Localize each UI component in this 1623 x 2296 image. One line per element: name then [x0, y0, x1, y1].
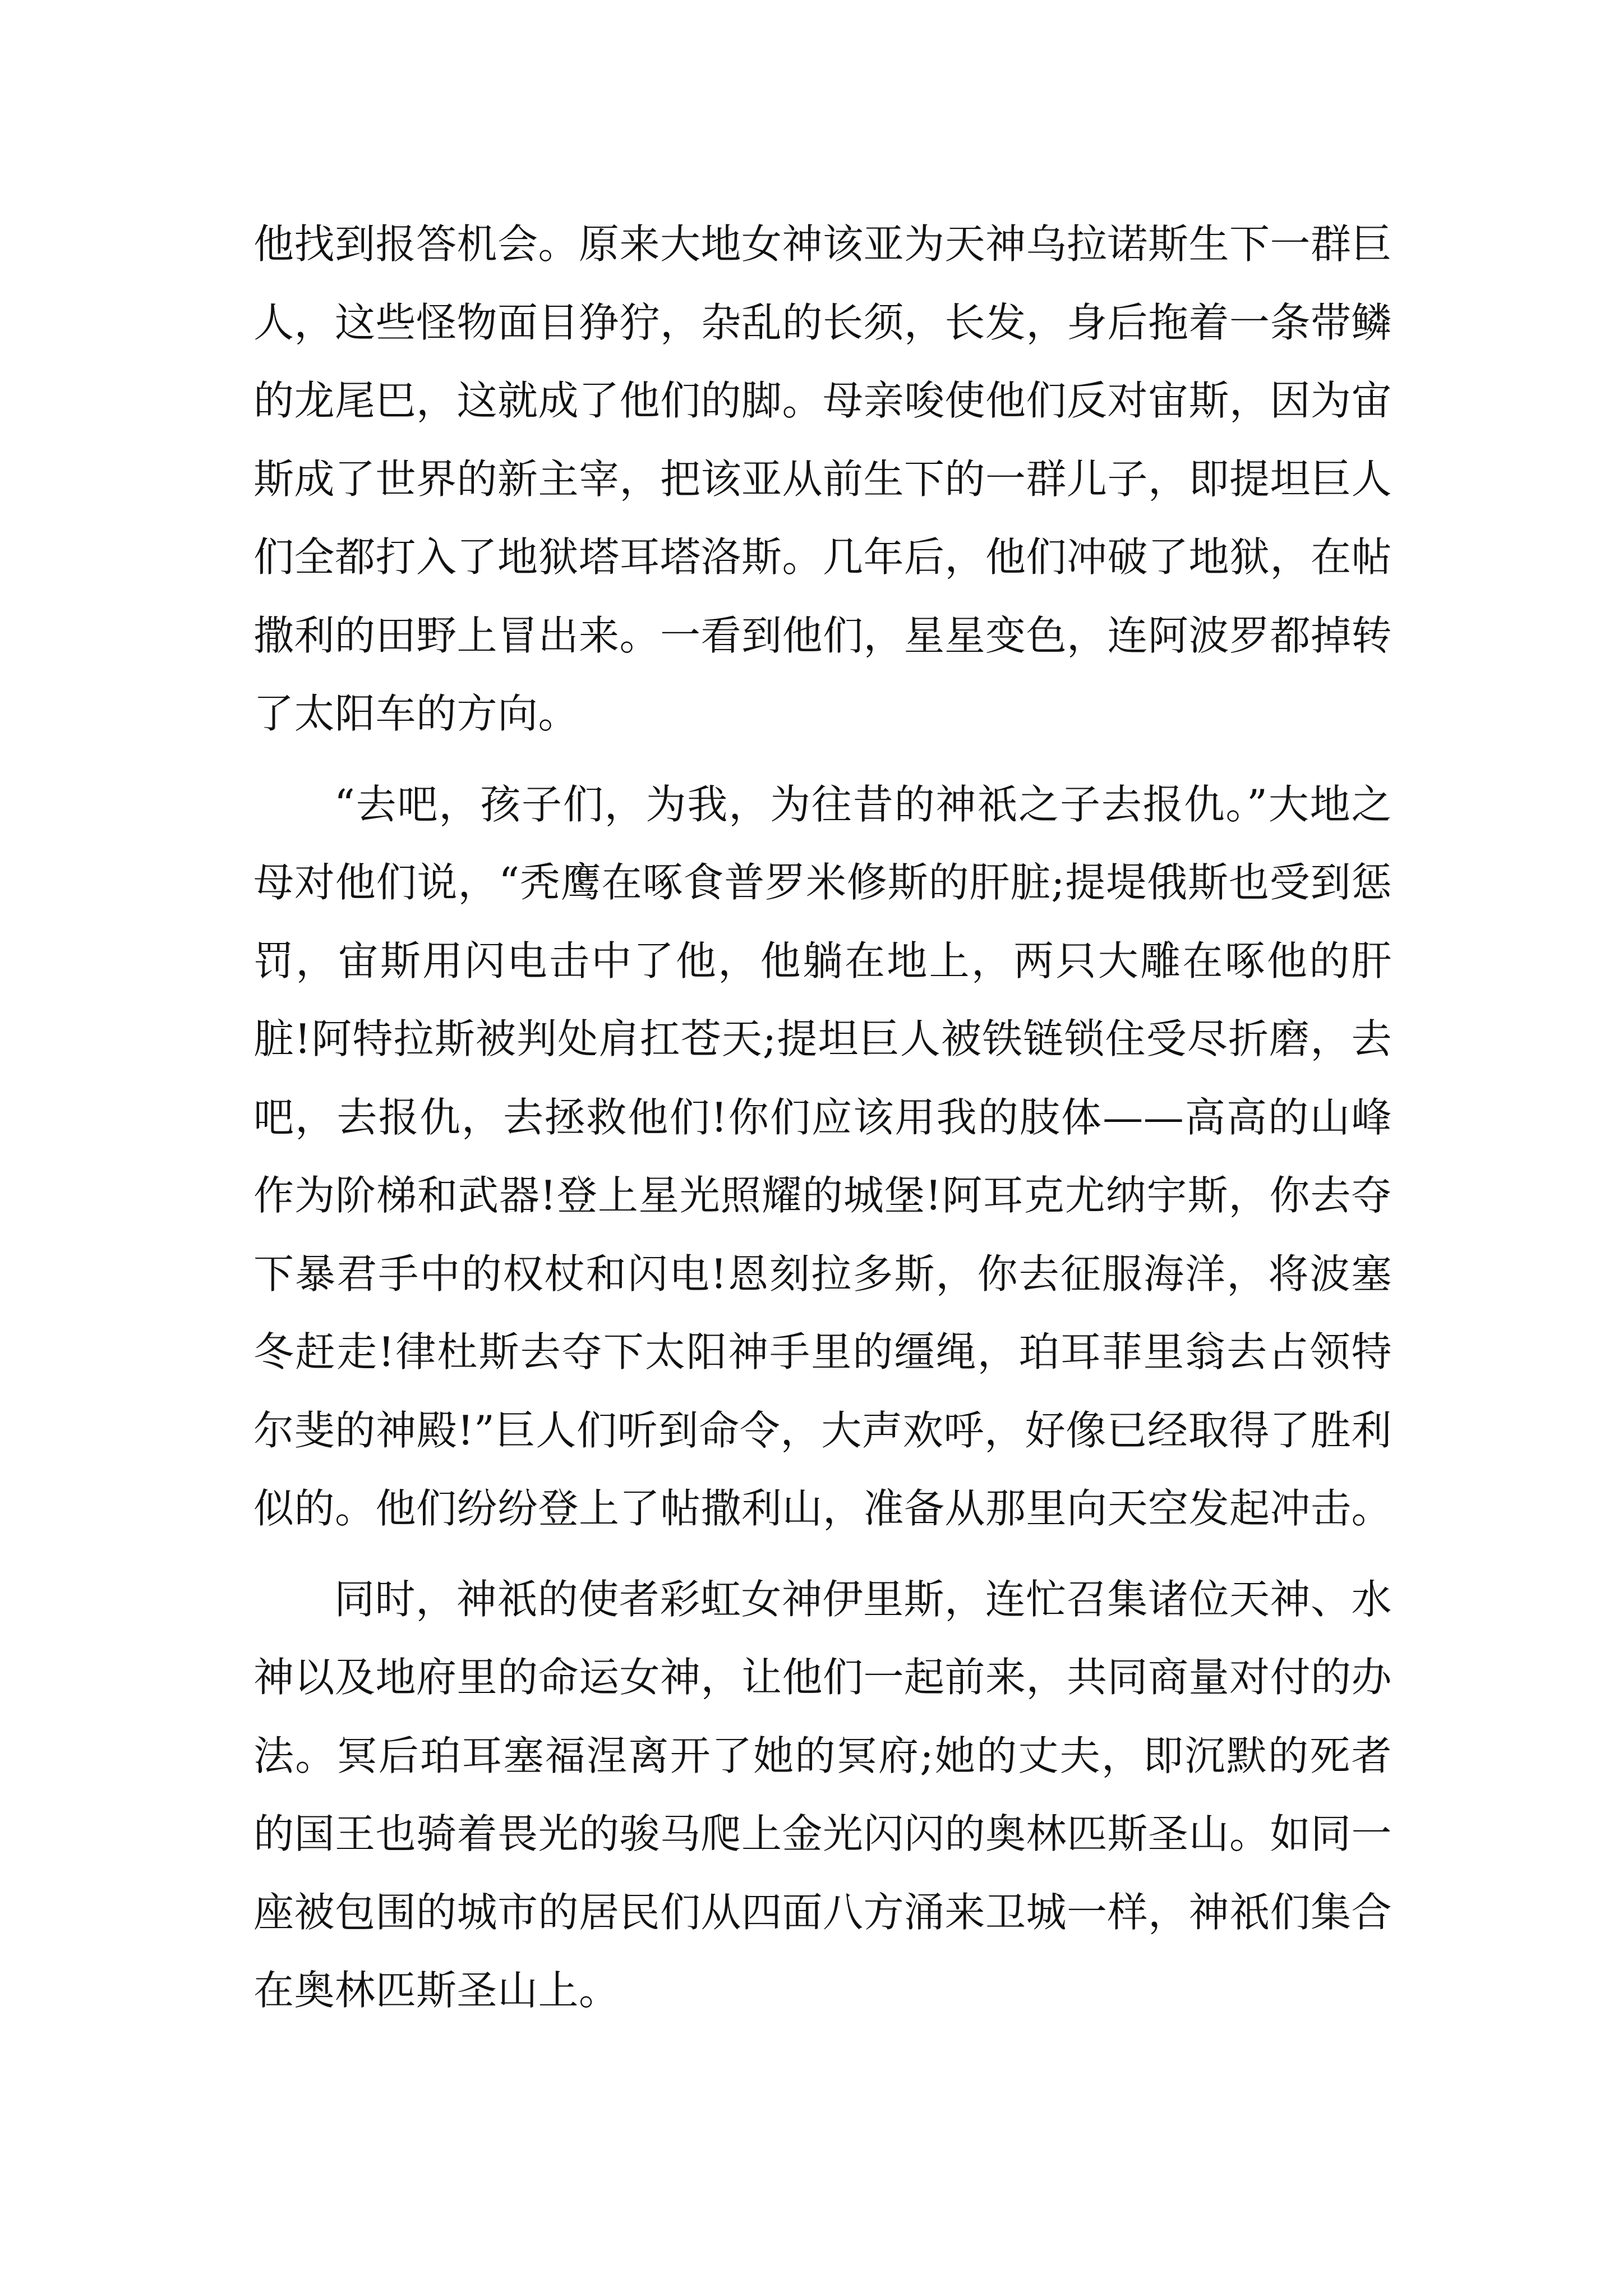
body-text [253, 205, 1392, 2030]
paragraph-3: 同时，神祇的使者彩虹女神伊里斯，连忙召集诸位天神、水神以及地府里的命运女神，让他们一起前来，共同商量对付的办法。冥后珀耳塞福涅离开了她的冥府;她的丈夫，即沉默的死者的国王也骑着畏光的骏马爬上金光闪闪的奥林匹斯圣山。如同一座被包围的城市的居民们从四面八方涌来卫城一样，神祇们集合在奥林匹斯圣山上。 [253, 1575, 1393, 2014]
paragraph-2: “去吧，孩子们，为我，为往昔的神祇之子去报仇。”大地之母对他们说，“秃鹰在啄食普罗米修斯的肝脏;提堤俄斯也受到惩罚，宙斯用闪电击中了他，他躺在地上，两只大雕在啄他的肝脏!阿特拉斯被判处肩扛苍天;提坦巨人被铁链锁住受尽折磨，去吧，去报仇，去拯救他们!你们应该用我的肢体——高高的山峰作为阶梯和武器!登上星光照耀的城堡!阿耳克尤纳宇斯，你去夺下暴君手中的权杖和闪电!恩刻拉多斯，你去征服海洋，将波塞冬赶走!律杜斯去夺下太阳神手里的缰绳，珀耳菲里翁去占领特尔斐的神殿!”巨人们听到命令，大声欢呼，好像已经取得了胜利似的。他们纷纷登上了帖撒利山，准备从那里向天空发起冲击。 [253, 780, 1393, 1532]
paragraph-1: 他找到报答机会。原来大地女神该亚为天神乌拉诺斯生下一群巨人，这些怪物面目狰狞，杂乱的长须，长发，身后拖着一条带鳞的龙尾巴，这就成了他们的脚。母亲唆使他们反对宙斯，因为宙斯成了世界的新主宰，把该亚从前生下的一群儿子，即提坦巨人们全都打入了地狱塔耳塔洛斯。几年后，他们冲破了地狱，在帖撒利的田野上冒出来。一看到他们，星星变色，连阿波罗都掉转了太阳车的方向。 [253, 220, 1393, 737]
